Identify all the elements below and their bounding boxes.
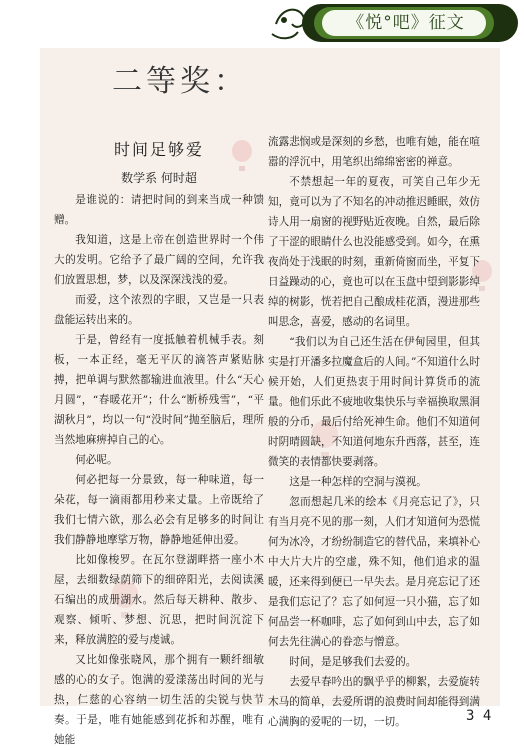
paragraph: 我知道，这是上帝在创造世界时一个伟大的发明。它给予了最广阔的空间，允许我们放置思想，梦，以及深深浅浅的爱。: [54, 234, 264, 286]
paragraph: 时间，是足够我们去爱的。: [289, 656, 417, 668]
paragraph: 而爱，这个浓烈的字眼，又岂是一只表盘能运转出来的。: [54, 294, 264, 326]
paragraph: 这是一种怎样的空洞与漠视。: [289, 476, 427, 488]
paragraph: 不禁想起一年的夏夜，可笑自己年少无知，竟可以为了不知名的冲动推迟睡眠，效仿诗人用一扇窗的视野贴近夜晚。自然，最后除了干涩的眼睛什么也没能感受到。如今，在熏夜尚处于浅眠的时刻，重新倚窗而坐，平复下日益躁动的心，竟也可以在玉盘中望到影影绰绰的树影，恍若把自己酿成桂花酒，漫进那些叫思念，喜爱，感动的名词里。: [268, 176, 480, 328]
paragraph: 何必把每一分景致，每一种味道，每一朵花，每一滴雨都用秒来丈量。上帝既给了我们七情六欲，那么必会有足够多的时间让我们静静地摩挲万物，静静地延伸出爱。: [54, 474, 264, 546]
paragraph: “我们以为自己还生活在伊甸园里，但其实是打开潘多拉魔盒后的人间。”不知道什么时候开始，人们更热衷于用时间计算货币的流量。他们乐此不疲地收集快乐与幸福换取黑洞般的分币，最后付给死神生命。他们不知道何时阴晴圆缺，不知道何地东升西落，甚至，连微笑的表情都快要剥落。: [268, 336, 480, 468]
paragraph: 忽而想起几米的绘本《月亮忘记了》，只有当月亮不见的那一刻，人们才知道何为恐慌何为冰冷，才纷纷制造它的替代品，来填补心中大片大片的空虚，殊不知，他们追求的温暖，还来得到便已一早失去。是月亮忘记了还是我们忘记了？忘了如何逗一只小猫，忘了如何品尝一杯咖啡，忘了如何到山中去，忘了如何去先往满心的眷恋与憎意。: [268, 496, 480, 648]
banner-title: 《悦°吧》征文: [347, 13, 465, 33]
paragraph: 流露悲悯或是深刻的乡愁，也唯有她，能在喧嚣的浮沉中，用笔织出绵绵密密的禅意。: [268, 136, 480, 168]
essay-title: 时间足够爱: [113, 140, 204, 159]
paragraph: 去爱早春吟出的飘乎乎的柳絮，去爱旋转木马的简单，去爱所谓的浪费时间却能得到满心满胸的爱呢的一切，一切。: [268, 676, 480, 728]
paragraph: 何必呢。: [75, 454, 118, 466]
left-column: [54, 138, 264, 750]
page-number: 3 4: [466, 708, 492, 724]
section-banner: [262, 0, 524, 46]
paragraph: 于是，曾经有一度抵触着机械手表。刻板，一本正经，毫无平仄的滴答声紧贴脉搏，把单调与默然都输进血液里。什么“天心月圆”，“春暖花开”；什么“断桥残雪”，“平湖秋月”，均以一句“没时间”抛至脑后，理所当然地麻痹掉自己的心。: [54, 334, 264, 446]
paragraph: 又比如像张晓风，那个拥有一颗纤细敏感的心的女子。饱满的爱漾荡出时间的光与热，仁慈的心容纳一切生活的尖锐与快节奏。于是，唯有她能感到花拆和苏醒，唯有她能: [54, 654, 264, 746]
paragraph: 比如像梭罗。在瓦尔登湖畔搭一座小木屋，去细数绿荫筛下的细碎阳光，去阅读溪石编出的成册湖水。然后每天耕种、散步、观察、倾听、梦想、沉思，把时间沉淀下来，释放满腔的爱与虔诚。: [54, 554, 264, 646]
essay-byline: 数学系 何时超: [121, 171, 197, 185]
award-heading: 二等奖：: [112, 64, 248, 99]
right-column: [268, 132, 480, 732]
paragraph: 是谁说的：请把时间的到来当成一种馈赠。: [54, 194, 264, 226]
